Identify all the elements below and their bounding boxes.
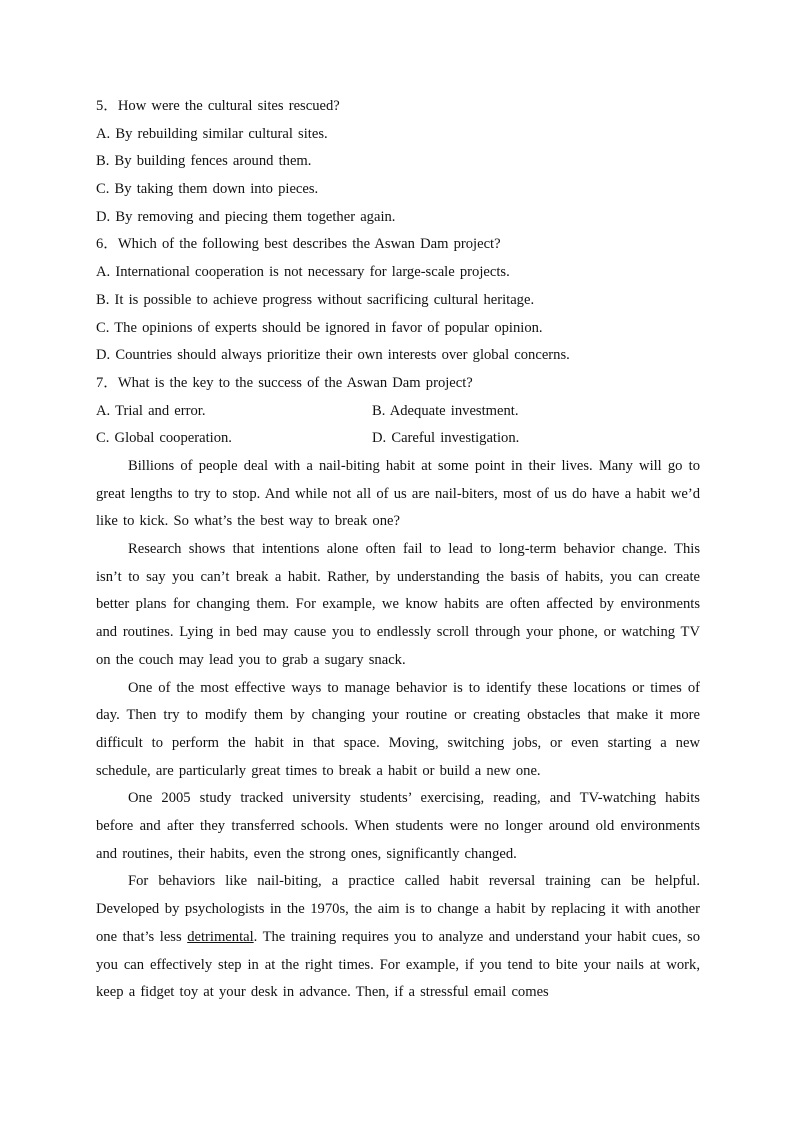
underlined-word: detrimental <box>187 928 254 945</box>
passage-paragraph-5-start: For behaviors like nail-biting, a practice called habit reversal training can be helpful. Developed by psychologists in the 1970s, the aim is to change a habit by replacing it with another one that’s less <box>96 873 700 945</box>
question-5-option-a: A. By rebuilding similar cultural sites. <box>96 125 328 142</box>
passage-paragraph-2: Research shows that intentions alone often fail to lead to long-term behavior change. This isn’t to say you can’t break a habit. Rather, by understanding the basis of habits, you can create better plans for changing them. For example, we know habits are often affected by environments and routines. Lying in bed may cause you to endlessly scroll through your phone, or watching TV on the couch may lead you to grab a sugary snack. <box>96 541 700 668</box>
question-5-option-d: D. By removing and piecing them together again. <box>96 208 396 225</box>
passage-paragraph-5 <box>96 868 700 1007</box>
question-5-option-b: B. By building fences around them. <box>96 153 312 170</box>
question-7-options-row-1 <box>96 398 700 426</box>
question-7-option-c: C. Global cooperation. <box>96 430 232 447</box>
question-7-option-a: A. Trial and error. <box>96 402 206 419</box>
passage-paragraph-1: Billions of people deal with a nail-biting habit at some point in their lives. Many will go to great lengths to try to stop. And while not all of us are nail-biters, most of us do have a habit we’d like to kick. So what’s the best way to break one? <box>96 457 700 530</box>
question-7-options-row-2 <box>96 425 700 453</box>
question-7-option-d: D. Careful investigation. <box>372 430 520 447</box>
passage-paragraph-5-end: . The training requires you to analyze and understand your habit cues, so you can effectively step in at the right times. For example, if you tend to bite your nails at work, keep a fidget toy at your desk in advance. Then, if a stressful email comes <box>96 928 700 1001</box>
question-6-option-d: D. Countries should always prioritize their own interests over global concerns. <box>96 347 570 364</box>
question-6-option-a: A. International cooperation is not necessary for large-scale projects. <box>96 264 510 281</box>
passage-paragraph-3: One of the most effective ways to manage behavior is to identify these locations or times of day. Then try to modify them by changing your routine or creating obstacles that make it more difficult to perform the habit in that space. Moving, switching jobs, or even starting a new schedule, are particularly great times to break a habit or build a new one. <box>96 679 700 779</box>
question-6-stem: 6．Which of the following best describes the Aswan Dam project? <box>96 236 501 253</box>
question-7-option-b: B. Adequate investment. <box>372 402 519 419</box>
passage-paragraph-4: One 2005 study tracked university students’ exercising, reading, and TV-watching habits before and after they transferred schools. When students were no longer around old environments and routines, their habits, even the strong ones, significantly changed. <box>96 790 700 862</box>
exam-page <box>96 93 700 1007</box>
question-5-option-c: C. By taking them down into pieces. <box>96 181 319 198</box>
question-7-stem: 7．What is the key to the success of the Aswan Dam project? <box>96 374 473 391</box>
question-6-option-c: C. The opinions of experts should be ignored in favor of popular opinion. <box>96 319 543 336</box>
question-5-stem: 5．How were the cultural sites rescued? <box>96 98 340 114</box>
question-6-option-b: B. It is possible to achieve progress without sacrificing cultural heritage. <box>96 291 535 308</box>
